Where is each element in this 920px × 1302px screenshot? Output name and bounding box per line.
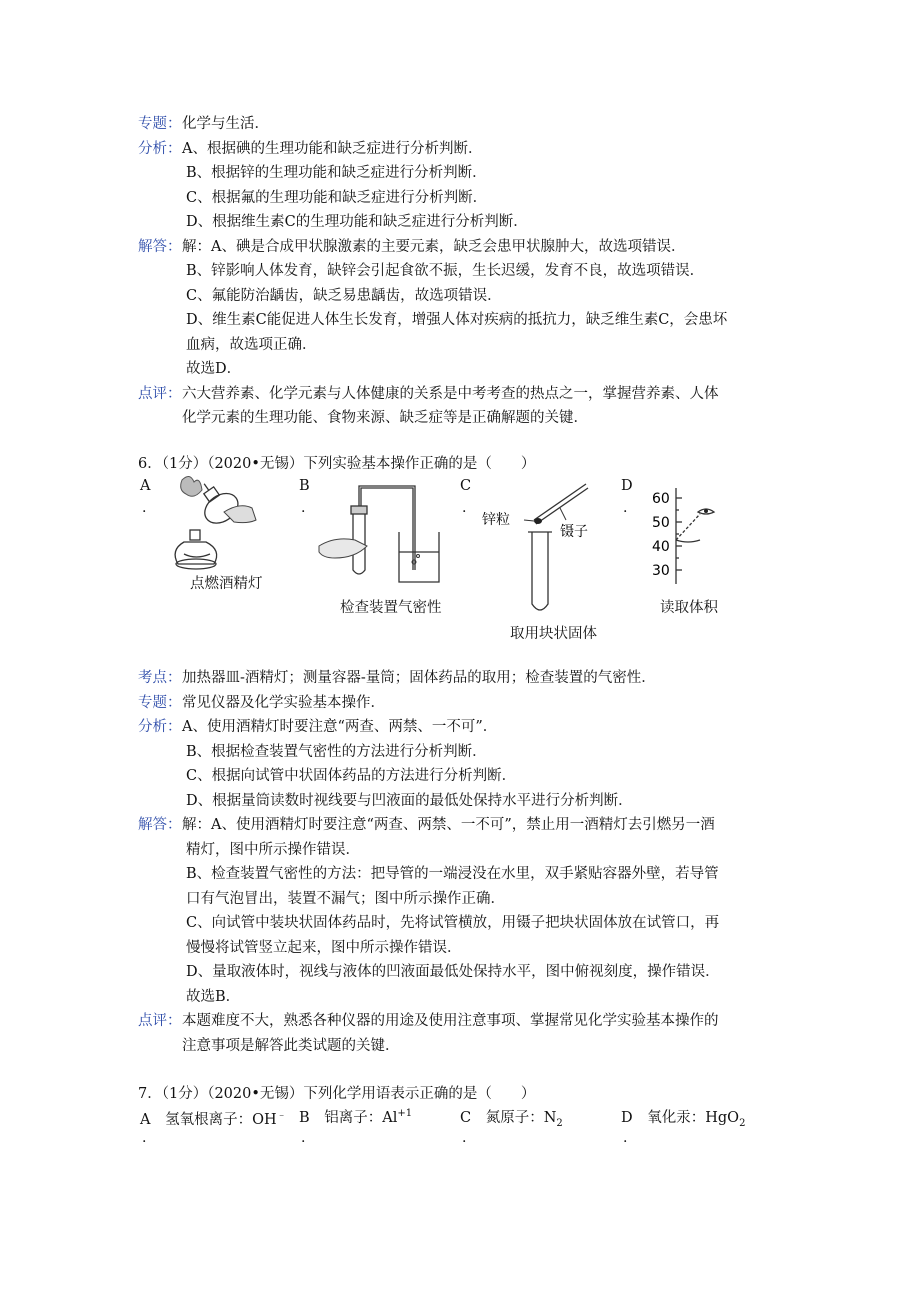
zhuanti-label: 专题： xyxy=(138,694,182,711)
solid-taking-figure xyxy=(480,476,620,616)
fenxi-label: 分析： xyxy=(138,719,182,735)
jieda-line: 精灯，图中所示操作错误． xyxy=(186,841,360,858)
fenxi-line: A、根据碘的生理功能和缺乏症进行分析判断． xyxy=(182,140,483,157)
q5-explanation xyxy=(138,112,788,431)
option-sub: 2 xyxy=(739,1117,746,1129)
question-7-stem: 7．（1分）（2020•无锡）下列化学用语表示正确的是（ ） xyxy=(138,1086,536,1102)
jieda-line: 口有气泡冒出，装置不漏气；图中所示操作正确． xyxy=(186,890,505,907)
dianping-label: 点评： xyxy=(138,385,182,402)
jieda-line: 血病，故选项正确． xyxy=(186,336,317,353)
option-dot: . xyxy=(301,1130,306,1146)
option-dot: . xyxy=(623,500,628,516)
jieda-line: B、锌影响人体发育，缺锌会引起食欲不振，生长迟缓，发育不良，故选项错误． xyxy=(186,263,705,279)
option-text: 氢氧根离子：OH xyxy=(165,1111,277,1128)
q6-explanation xyxy=(138,666,788,1058)
fenxi-line: B、根据锌的生理功能和缺乏症进行分析判断． xyxy=(186,165,487,181)
fenxi-line: A、使用酒精灯时要注意“两查、两禁、一不可”． xyxy=(182,719,498,735)
jieda-line: 慢慢将试管竖立起来，图中所示操作错误． xyxy=(186,939,462,956)
jieda-line: D、维生素C能促进人体生长发育，增强人体对疾病的抵抗力，缺乏维生素C，会患坏 xyxy=(186,312,728,328)
caption-d: 读取体积 xyxy=(660,600,718,616)
option-letter: D xyxy=(621,1110,633,1126)
zhuanti-text: 化学与生活． xyxy=(182,116,269,132)
caption-a: 点燃酒精灯 xyxy=(190,576,263,592)
fenxi-label: 分析： xyxy=(138,140,182,157)
jieda-line: D、量取液体时，视线与液体的凹液面最低处保持水平，图中俯视刻度，操作错误． xyxy=(186,964,720,980)
fenxi-line: D、根据维生素C的生理功能和缺乏症进行分析判断． xyxy=(186,214,528,230)
option-dot: . xyxy=(142,500,147,516)
dianping-label: 点评： xyxy=(138,1013,182,1029)
dianping-line: 本题难度不大，熟悉各种仪器的用途及使用注意事项、掌握常见化学实验基本操作的 xyxy=(182,1013,719,1029)
jieda-label: 解答： xyxy=(138,238,182,255)
option-letter: B xyxy=(299,1110,310,1126)
airtightness-figure xyxy=(315,472,455,590)
fenxi-line: C、根据氟的生理功能和缺乏症进行分析判断． xyxy=(186,189,488,206)
caption-b: 检查装置气密性 xyxy=(340,600,442,616)
option-letter: A xyxy=(140,1111,151,1128)
option-dot: . xyxy=(462,500,467,516)
q7-option-c xyxy=(460,1106,563,1129)
caption-c: 取用块状固体 xyxy=(510,626,597,642)
jieda-line: B、检查装置气密性的方法：把导管的一端浸没在水里，双手紧贴容器外壁，若导管 xyxy=(186,866,719,882)
tick-label: 40 xyxy=(652,539,670,555)
zinc-granule-label: 锌粒 xyxy=(482,512,510,528)
fenxi-line: B、根据检查装置气密性的方法进行分析判断． xyxy=(186,743,487,760)
tick-label: 30 xyxy=(652,563,670,579)
kaodian-label: 考点： xyxy=(138,670,182,686)
jieda-label: 解答： xyxy=(138,817,182,833)
tweezers-label: 镊子 xyxy=(560,524,588,540)
option-text: 铝离子：Al xyxy=(324,1110,398,1126)
option-text: 氮原子：N xyxy=(485,1110,557,1126)
question-6-stem: 6．（1分）（2020•无锡）下列实验基本操作正确的是（ ） xyxy=(138,456,536,472)
tick-label: 60 xyxy=(652,491,670,507)
option-sub: 2 xyxy=(556,1117,563,1129)
jieda-line: 故选B． xyxy=(186,988,241,1005)
tick-label: 50 xyxy=(652,515,670,531)
option-letter: D xyxy=(621,478,633,494)
fenxi-line: D、根据量筒读数时视线要与凹液面的最低处保持水平进行分析判断． xyxy=(186,792,633,809)
jieda-line: 解：A、碘是合成甲状腺激素的主要元素，缺乏会患甲状腺肿大，故选项错误． xyxy=(182,238,686,255)
option-sup: ﹣ xyxy=(276,1110,287,1121)
option-letter: C xyxy=(460,1110,472,1126)
option-text: 氧化汞：HgO xyxy=(647,1110,740,1126)
option-dot: . xyxy=(142,1130,147,1146)
fenxi-line: C、根据向试管中状固体药品的方法进行分析判断． xyxy=(186,768,517,784)
dianping-line: 注意事项是解答此类试题的关键． xyxy=(182,1037,400,1054)
kaodian-text: 加热器皿-酒精灯；测量容器-量筒；固体药品的取用；检查装置的气密性． xyxy=(182,670,656,686)
alcohol-lamp-figure xyxy=(160,472,280,577)
q7-option-b xyxy=(299,1106,412,1127)
option-dot: . xyxy=(623,1130,628,1146)
zhuanti-text: 常见仪器及化学实验基本操作． xyxy=(182,694,385,711)
option-dot: . xyxy=(301,500,306,516)
dianping-line: 六大营养素、化学元素与人体健康的关系是中考考查的热点之一，掌握营养素、人体 xyxy=(182,385,719,402)
q7-option-a xyxy=(140,1106,287,1129)
option-sup: +1 xyxy=(397,1108,413,1120)
jieda-line: 解：A、使用酒精灯时要注意“两查、两禁、一不可”，禁止用一酒精灯去引燃另一酒 xyxy=(182,817,715,833)
jieda-line: C、向试管中装块状固体药品时，先将试管横放，用镊子把块状固体放在试管口，再 xyxy=(186,915,720,931)
dianping-line: 化学元素的生理功能、食物来源、缺乏症等是正确解题的关键． xyxy=(182,410,588,426)
q7-option-d xyxy=(621,1106,745,1129)
graduated-cylinder-figure xyxy=(640,484,730,589)
option-dot: . xyxy=(462,1130,467,1146)
zhuanti-label: 专题： xyxy=(138,116,182,132)
option-letter: C xyxy=(460,478,472,494)
option-letter: A xyxy=(140,478,151,494)
jieda-line: C、氟能防治龋齿，缺乏易患龋齿，故选项错误． xyxy=(186,287,502,304)
option-letter: B xyxy=(299,478,310,494)
jieda-line: 故选D． xyxy=(186,361,242,377)
